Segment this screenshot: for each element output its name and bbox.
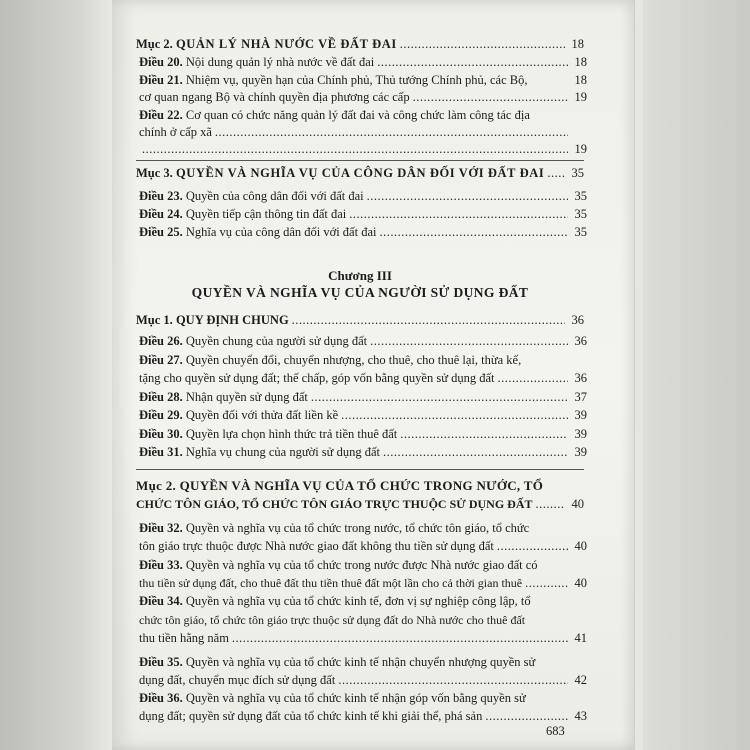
toc-entry-dieu-34-cont2: thu tiền hằng năm ..... 41 bbox=[139, 630, 587, 646]
toc-entry-dieu-21-cont: cơ quan ngang Bộ và chính quyền địa phương các cấp ..... 19 bbox=[139, 89, 587, 105]
toc-entry-dieu-20: Điều 20. Nội dung quản lý nhà nước về đất đai ..... 18 bbox=[139, 54, 587, 70]
toc-entry-dieu-33-cont: thu tiền sử dụng đất, cho thuê đất thu tiền thuê đất một lần cho cả thời gian thuê ..... 40 bbox=[139, 575, 587, 591]
toc-entry-dieu-34-cont: chức tôn giáo, tổ chức tôn giáo trực thuộc sử dụng đất do Nhà nước cho thuê đất bbox=[139, 613, 526, 627]
toc-entry-dieu-34: Điều 34. Quyền và nghĩa vụ của tổ chức kinh tế, đơn vị sự nghiệp công lập, tổ bbox=[139, 594, 531, 608]
toc-entry-dieu-23: Điều 23. Quyền của công dân đối với đất đai ..... 35 bbox=[139, 188, 587, 204]
chapter-label: Chương III bbox=[328, 268, 392, 283]
toc-entry-dieu-32: Điều 32. Quyền và nghĩa vụ của tổ chức trong nước, tổ chức tôn giáo, tổ chức bbox=[139, 521, 530, 535]
toc-entry-dieu-21: Điều 21. Nhiệm vụ, quyền hạn của Chính phủ, Thủ tướng Chính phủ, các Bộ, 18 bbox=[139, 73, 587, 87]
toc-entry-dieu-33: Điều 33. Quyền và nghĩa vụ của tổ chức trong nước được Nhà nước giao đất có bbox=[139, 558, 538, 572]
toc-entry-dieu-22-page: ..... 19 bbox=[139, 141, 587, 157]
toc-entry-muc-1: Mục 1. QUY ĐỊNH CHUNG ..... 36 bbox=[136, 312, 584, 328]
toc-entry-dieu-36-cont: dụng đất; quyền sử dụng đất của tổ chức kinh tế khi giải thể, phá sản ..... 43 bbox=[139, 708, 587, 724]
toc-entry-dieu-36: Điều 36. Quyền và nghĩa vụ của tổ chức kinh tế nhận góp vốn bằng quyền sử bbox=[139, 691, 526, 705]
section-divider bbox=[136, 160, 584, 161]
toc-entry-dieu-31: Điều 31. Nghĩa vụ chung của người sử dụng đất ..... 39 bbox=[139, 444, 587, 460]
toc-entry-dieu-26: Điều 26. Quyền chung của người sử dụng đất ..... 36 bbox=[139, 333, 587, 349]
book-spine bbox=[0, 0, 112, 750]
section-divider-2 bbox=[136, 469, 584, 470]
toc-entry-dieu-22: Điều 22. Cơ quan có chức năng quản lý đất đai và công chức làm công tác địa bbox=[139, 108, 530, 122]
toc-entry-muc-2b: Mục 2. QUYỀN VÀ NGHĨA VỤ CỦA TỔ CHỨC TRONG NƯỚC, TỔ bbox=[136, 478, 544, 493]
toc-entry-dieu-27: Điều 27. Quyền chuyển đổi, chuyển nhượng, cho thuê, cho thuê lại, thừa kế, bbox=[139, 353, 522, 367]
chapter-title: QUYỀN VÀ NGHĨA VỤ CỦA NGƯỜI SỬ DỤNG ĐẤT bbox=[191, 285, 529, 300]
toc-entry-dieu-27-cont: tặng cho quyền sử dụng đất; thế chấp, góp vốn bằng quyền sử dụng đất ..... 36 bbox=[139, 370, 587, 386]
toc-entry-dieu-32-cont: tôn giáo trực thuộc được Nhà nước giao đất không thu tiền sử dụng đất ..... 40 bbox=[139, 538, 587, 554]
page-edge bbox=[634, 0, 643, 750]
toc-entry-dieu-35: Điều 35. Quyền và nghĩa vụ của tổ chức kinh tế nhận chuyển nhượng quyền sử bbox=[139, 655, 536, 669]
toc-entry-dieu-24: Điều 24. Quyền tiếp cận thông tin đất đai ..... 35 bbox=[139, 206, 587, 222]
toc-entry-dieu-25: Điều 25. Nghĩa vụ của công dân đối với đất đai ..... 35 bbox=[139, 224, 587, 240]
page-number: 683 bbox=[546, 724, 565, 738]
toc-entry-dieu-29: Điều 29. Quyền đối với thửa đất liền kề ..... 39 bbox=[139, 407, 587, 423]
toc-entry-dieu-28: Điều 28. Nhận quyền sử dụng đất ..... 37 bbox=[139, 389, 587, 405]
toc-entry-dieu-30: Điều 30. Quyền lựa chọn hình thức trả tiền thuê đất ..... 39 bbox=[139, 426, 587, 442]
toc-entry-dieu-35-cont: dụng đất, chuyển mục đích sử dụng đất ..... 42 bbox=[139, 672, 587, 688]
toc-entry-muc-3: Mục 3. QUYỀN VÀ NGHĨA VỤ CỦA CÔNG DÂN ĐỐI VỚI ĐẤT ĐAI ..... 35 bbox=[136, 165, 584, 181]
toc-entry-muc-2b-cont: CHỨC TÔN GIÁO, TỔ CHỨC TÔN GIÁO TRỰC THUỘC SỬ DỤNG ĐẤT ..... 40 bbox=[136, 496, 584, 512]
toc-entry-muc-2: Mục 2. QUẢN LÝ NHÀ NƯỚC VỀ ĐẤT ĐAI ..... 18 bbox=[136, 36, 584, 52]
toc-entry-dieu-22-cont: chính ở cấp xã ..... bbox=[139, 124, 587, 140]
